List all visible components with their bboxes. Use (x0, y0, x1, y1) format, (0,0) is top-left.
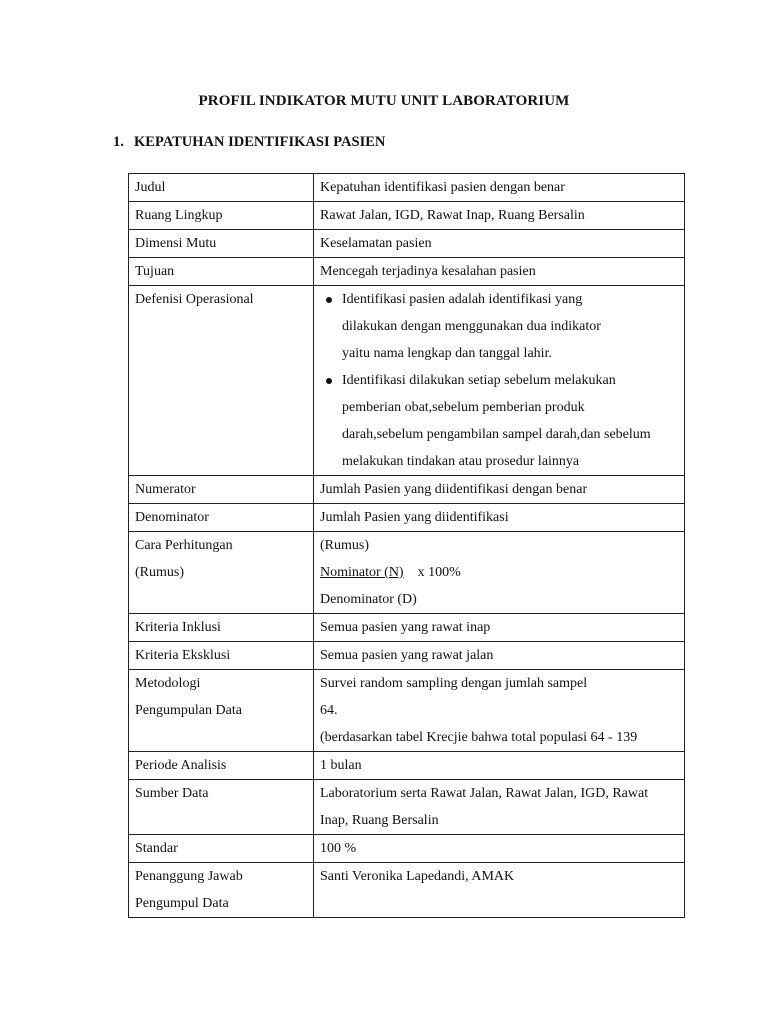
value-kriteria-inklusi: Semua pasien yang rawat inap (314, 614, 685, 642)
row-periode-analisis (129, 752, 685, 780)
definition-bullet-2-line-2: pemberian obat,sebelum pemberian produk (342, 400, 585, 415)
row-judul (129, 174, 685, 202)
value-judul: Kepatuhan identifikasi pasien dengan benar (314, 174, 685, 202)
definition-bullet-2 (342, 367, 678, 475)
formula-numerator-line (320, 559, 678, 586)
label-metodologi-line-2: Pengumpulan Data (135, 703, 242, 718)
row-definisi-operasional (129, 286, 685, 476)
row-cara-perhitungan (129, 532, 685, 614)
label-ruang-lingkup: Ruang Lingkup (129, 202, 314, 230)
value-metodologi-line-3: (berdasarkan tabel Krecjie bahwa total populasi 64 - 139 (320, 730, 638, 745)
value-numerator: Jumlah Pasien yang diidentifikasi dengan benar (314, 476, 685, 504)
row-standar (129, 835, 685, 863)
label-numerator: Numerator (129, 476, 314, 504)
value-sumber-data-line-2: Inap, Ruang Bersalin (320, 813, 439, 828)
label-tujuan: Tujuan (129, 258, 314, 286)
value-dimensi-mutu: Keselamatan pasien (314, 230, 685, 258)
label-metodologi-line-1: Metodologi (135, 676, 201, 691)
definition-bullet-2-line-3: darah,sebelum pengambilan sampel darah,dan sebelum (342, 427, 651, 442)
definition-bullet-1-line-2: dilakukan dengan menggunakan dua indikator (342, 319, 601, 334)
indicator-profile-table (128, 173, 685, 918)
formula-nominator: Nominator (N) (320, 565, 404, 580)
section-number: 1. (113, 134, 124, 150)
definition-bullet-1-line-1: Identifikasi pasien adalah identifikasi yang (342, 292, 583, 307)
row-metodologi (129, 670, 685, 752)
definition-list (320, 286, 678, 475)
label-denominator: Denominator (129, 504, 314, 532)
value-penanggung-jawab (314, 863, 685, 918)
label-cara-perhitungan-line-2: (Rumus) (135, 565, 184, 580)
label-periode-analisis: Periode Analisis (129, 752, 314, 780)
value-standar: 100 % (314, 835, 685, 863)
formula-heading: (Rumus) (320, 538, 369, 553)
row-sumber-data (129, 780, 685, 835)
label-cara-perhitungan (129, 532, 314, 614)
value-sumber-data (314, 780, 685, 835)
label-metodologi (129, 670, 314, 752)
label-judul: Judul (129, 174, 314, 202)
value-periode-analisis: 1 bulan (314, 752, 685, 780)
label-sumber-data: Sumber Data (129, 780, 314, 835)
label-penanggung-jawab-line-1: Penanggung Jawab (135, 869, 243, 884)
row-kriteria-eksklusi (129, 642, 685, 670)
value-metodologi-line-1: Survei random sampling dengan jumlah sampel (320, 676, 588, 691)
value-metodologi (314, 670, 685, 752)
value-metodologi-line-2: 64. (320, 703, 338, 718)
row-kriteria-inklusi (129, 614, 685, 642)
definition-bullet-2-line-1: Identifikasi dilakukan setiap sebelum melakukan (342, 373, 616, 388)
value-penanggung-jawab-spacer (320, 890, 678, 917)
formula-denominator: Denominator (D) (320, 592, 417, 607)
row-tujuan (129, 258, 685, 286)
label-dimensi-mutu: Dimensi Mutu (129, 230, 314, 258)
definition-bullet-2-line-4: melakukan tindakan atau prosedur lainnya (342, 454, 580, 469)
value-kriteria-eksklusi: Semua pasien yang rawat jalan (314, 642, 685, 670)
value-definisi-operasional (314, 286, 685, 476)
section-title: KEPATUHAN IDENTIFIKASI PASIEN (134, 134, 386, 150)
section-heading (113, 134, 385, 151)
definition-bullet-1-line-3: yaitu nama lengkap dan tanggal lahir. (342, 346, 552, 361)
document-title: PROFIL INDIKATOR MUTU UNIT LABORATORIUM (198, 93, 570, 109)
label-standar: Standar (129, 835, 314, 863)
value-tujuan: Mencegah terjadinya kesalahan pasien (314, 258, 685, 286)
row-ruang-lingkup (129, 202, 685, 230)
definition-bullet-1 (342, 286, 678, 367)
value-cara-perhitungan (314, 532, 685, 614)
label-definisi-operasional: Defenisi Operasional (129, 286, 314, 476)
value-ruang-lingkup: Rawat Jalan, IGD, Rawat Inap, Ruang Bersalin (314, 202, 685, 230)
value-penanggung-jawab-name: Santi Veronika Lapedandi, AMAK (320, 869, 515, 884)
label-penanggung-jawab (129, 863, 314, 918)
label-kriteria-inklusi: Kriteria Inklusi (129, 614, 314, 642)
formula-multiplier: x 100% (417, 565, 461, 580)
row-penanggung-jawab (129, 863, 685, 918)
value-sumber-data-line-1: Laboratorium serta Rawat Jalan, Rawat Jalan, IGD, Rawat (320, 786, 649, 801)
value-denominator: Jumlah Pasien yang diidentifikasi (314, 504, 685, 532)
row-denominator (129, 504, 685, 532)
row-numerator (129, 476, 685, 504)
label-cara-perhitungan-line-1: Cara Perhitungan (135, 538, 233, 553)
row-dimensi-mutu (129, 230, 685, 258)
label-kriteria-eksklusi: Kriteria Eksklusi (129, 642, 314, 670)
label-penanggung-jawab-line-2: Pengumpul Data (135, 896, 229, 911)
